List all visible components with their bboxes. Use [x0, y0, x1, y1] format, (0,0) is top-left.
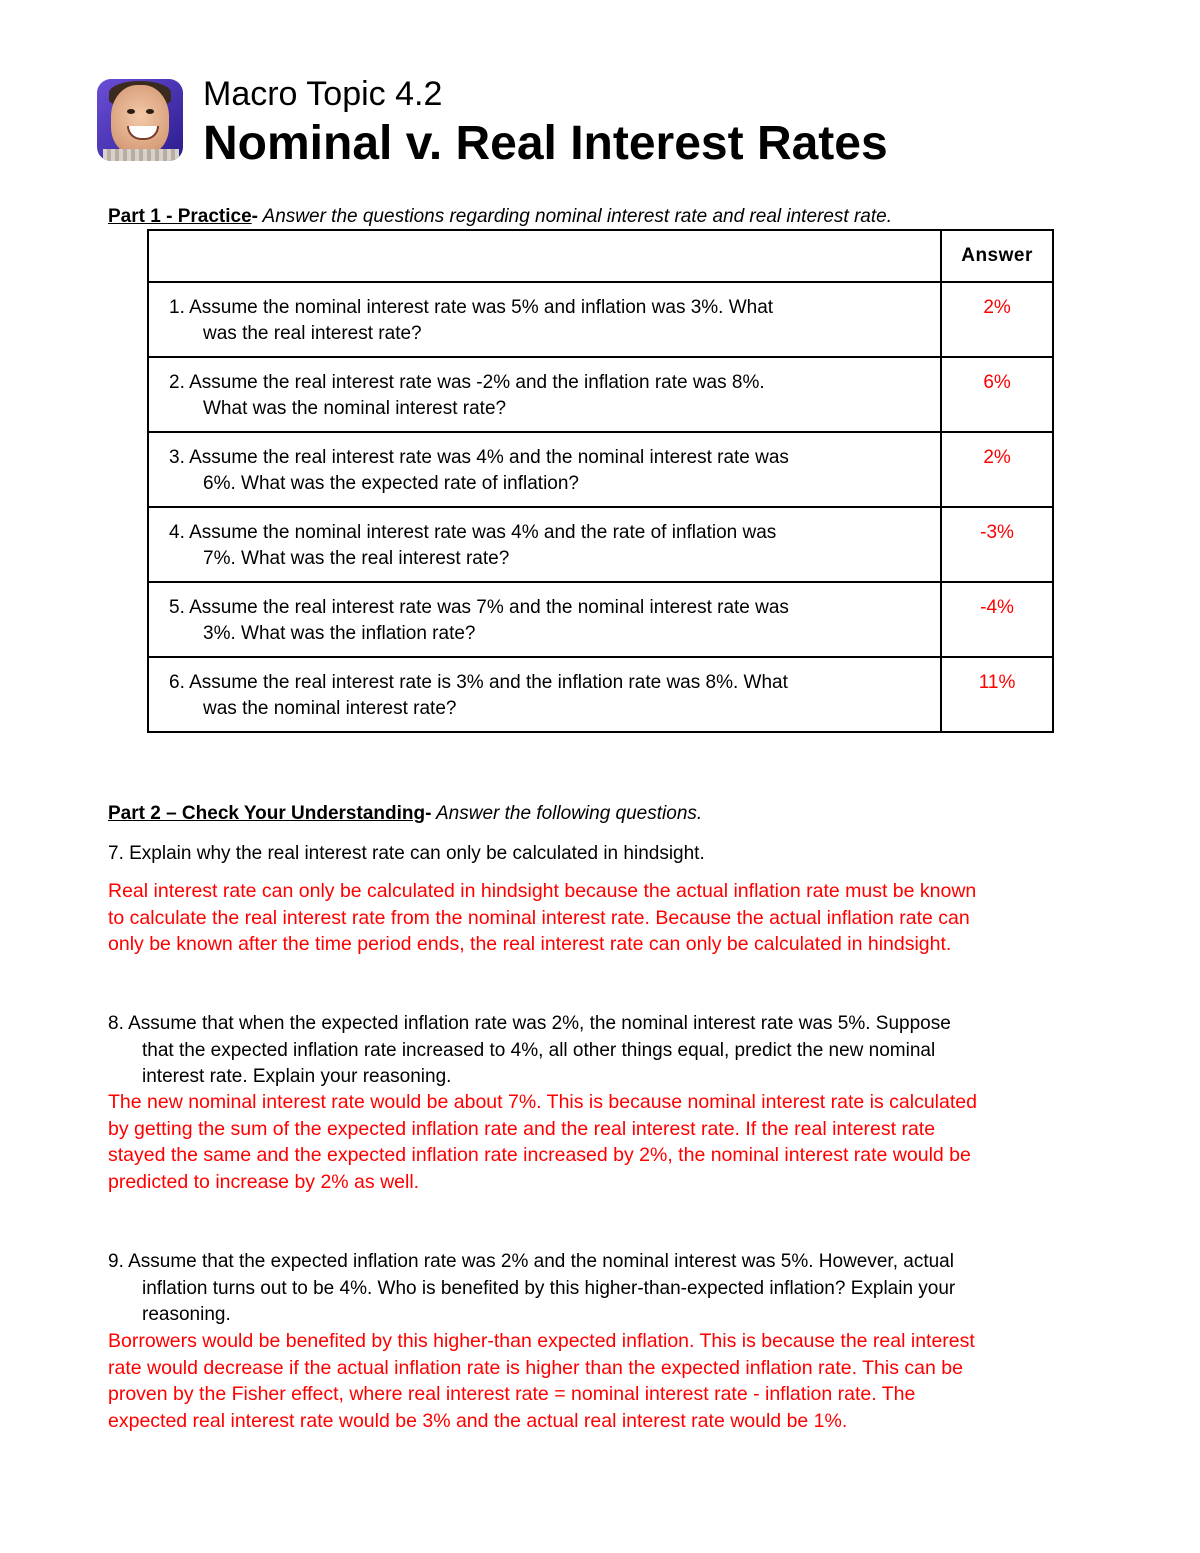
answer-column-header: Answer — [941, 230, 1053, 282]
table-row — [148, 657, 1053, 732]
question-8-line: interest rate. Explain your reasoning. — [142, 1066, 452, 1087]
avatar-shirt — [103, 149, 179, 161]
question-7 — [108, 841, 1078, 868]
answer-value: -4% — [980, 597, 1014, 618]
table-row — [148, 582, 1053, 657]
question-line-1: 1. Assume the nominal interest rate was 5% and inflation was 3%. What — [169, 297, 774, 318]
question-line-2: was the real interest rate? — [203, 323, 422, 344]
answer-8 — [108, 1089, 1083, 1195]
question-8-line: 8. Assume that when the expected inflation rate was 2%, the nominal interest rate was 5%. Suppose — [108, 1013, 951, 1034]
answer-7-line: to calculate the real interest rate from the nominal interest rate. Because the actual inflation rate can — [108, 906, 970, 929]
answer-value: 6% — [983, 372, 1011, 393]
answer-7-line: Real interest rate can only be calculated in hindsight because the actual inflation rate must be known — [108, 880, 977, 902]
answer-9-line: proven by the Fisher effect, where real interest rate = nominal interest rate - inflation rate. The — [108, 1383, 916, 1405]
question-text — [149, 508, 940, 572]
avatar-face — [111, 85, 169, 155]
answer-cell — [941, 582, 1053, 657]
question-line-1: 4. Assume the nominal interest rate was 4% and the rate of inflation was — [169, 522, 777, 543]
answer-8-line: predicted to increase by 2% as well. — [108, 1170, 420, 1193]
answer-cell — [941, 357, 1053, 432]
table-header-blank — [148, 230, 941, 282]
part1-instructions: Answer the questions regarding nominal interest rate and real interest rate. — [257, 206, 893, 227]
answer-8-line: The new nominal interest rate would be about 7%. This is because nominal interest rate is calculated — [108, 1091, 977, 1113]
instructor-avatar — [97, 79, 183, 161]
question-line-2: 7%. What was the real interest rate? — [203, 548, 510, 569]
question-line-1: 2. Assume the real interest rate was -2% and the inflation rate was 8%. — [169, 372, 765, 393]
answer-9 — [108, 1328, 1083, 1434]
table-row — [148, 282, 1053, 357]
answer-9-line: rate would decrease if the actual inflation rate is higher than the expected inflation rate. This can be — [108, 1356, 963, 1379]
question-7-line: 7. Explain why the real interest rate can only be calculated in hindsight. — [108, 843, 705, 864]
question-line-1: 3. Assume the real interest rate was 4% and the nominal interest rate was — [169, 447, 789, 468]
question-text — [149, 283, 940, 347]
question-8-line: that the expected inflation rate increased to 4%, all other things equal, predict the new nominal — [142, 1039, 936, 1061]
part1-heading — [108, 206, 892, 228]
question-text — [149, 658, 940, 722]
table-row — [148, 507, 1053, 582]
part2-label: Part 2 – Check Your Understanding — [108, 803, 426, 824]
question-cell — [148, 282, 941, 357]
answer-value: 11% — [978, 672, 1016, 693]
part1-dash: - — [251, 206, 258, 227]
question-text — [149, 358, 940, 422]
question-9-line: 9. Assume that the expected inflation rate was 2% and the nominal interest was 5%. However, actual — [108, 1251, 954, 1272]
question-9-line: reasoning. — [142, 1304, 231, 1325]
worksheet-header — [97, 75, 1097, 170]
answer-8-line: stayed the same and the expected inflation rate increased by 2%, the nominal interest rate would be — [108, 1144, 971, 1166]
table-row — [148, 432, 1053, 507]
question-text — [149, 433, 940, 497]
avatar-eye-left — [127, 109, 135, 114]
question-line-2: 6%. What was the expected rate of inflation? — [203, 473, 579, 494]
answer-value: 2% — [983, 297, 1011, 318]
question-9-line: inflation turns out to be 4%. Who is benefited by this higher-than-expected inflation? Explain your — [142, 1277, 956, 1299]
question-cell — [148, 657, 941, 732]
question-line-2: What was the nominal interest rate? — [203, 398, 507, 419]
question-cell — [148, 507, 941, 582]
answer-9-line: Borrowers would be benefited by this higher-than expected inflation. This is because the real interest — [108, 1330, 975, 1352]
table-header-row — [148, 230, 1053, 282]
answer-8-line: by getting the sum of the expected inflation rate and the real interest rate. If the real interest rate — [108, 1117, 936, 1140]
question-8 — [108, 1011, 1078, 1091]
question-line-2: was the nominal interest rate? — [203, 698, 457, 719]
topic-label: Macro Topic 4.2 — [203, 75, 443, 113]
answer-cell — [941, 282, 1053, 357]
answer-7-line: only be known after the time period ends, the real interest rate can only be calculated in hindsight. — [108, 933, 952, 955]
answer-cell — [941, 507, 1053, 582]
answer-7 — [108, 878, 1083, 958]
question-line-1: 6. Assume the real interest rate is 3% and the inflation rate was 8%. What — [169, 672, 788, 693]
question-cell — [148, 582, 941, 657]
answer-cell — [941, 432, 1053, 507]
question-line-2: 3%. What was the inflation rate? — [203, 623, 476, 644]
question-cell — [148, 432, 941, 507]
practice-table — [147, 229, 1054, 733]
answer-value: -3% — [980, 522, 1014, 543]
table-row — [148, 357, 1053, 432]
answer-cell — [941, 657, 1053, 732]
answer-value: 2% — [983, 447, 1011, 468]
avatar-eye-right — [146, 109, 154, 114]
answer-9-line: expected real interest rate would be 3% and the actual real interest rate would be 1%. — [108, 1409, 848, 1432]
question-line-1: 5. Assume the real interest rate was 7% and the nominal interest rate was — [169, 597, 789, 618]
page-title: Nominal v. Real Interest Rates — [203, 117, 888, 170]
question-cell — [148, 357, 941, 432]
question-9 — [108, 1249, 1078, 1329]
part2-instructions: Answer the following questions. — [431, 803, 703, 824]
question-text — [149, 583, 940, 647]
part2-heading — [108, 803, 702, 825]
part1-label: Part 1 - Practice — [108, 206, 252, 227]
part2-dash: - — [425, 803, 432, 824]
